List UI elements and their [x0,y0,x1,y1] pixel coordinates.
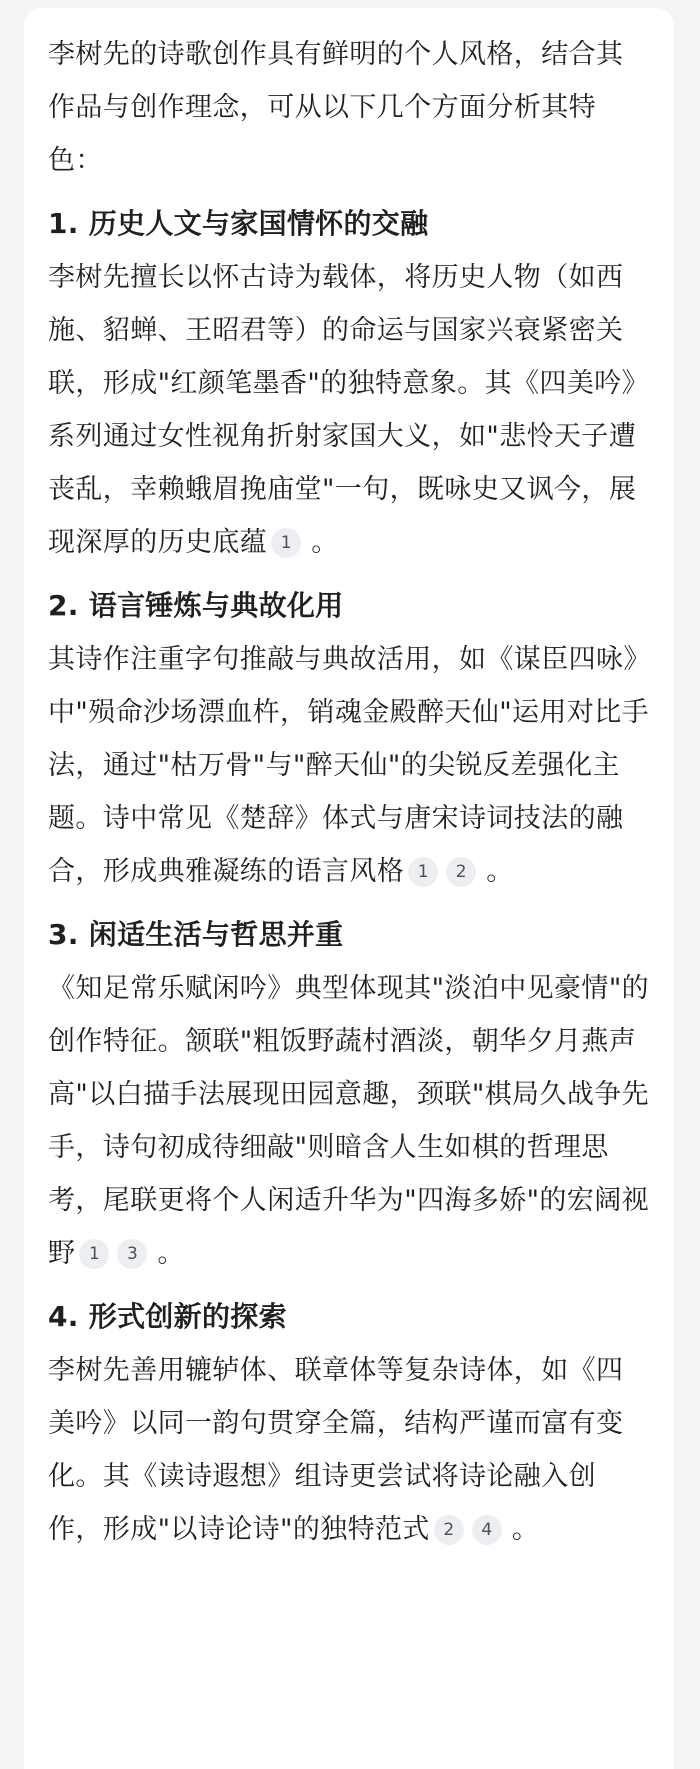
section-body [48,962,650,1280]
intro-paragraph: 李树先的诗歌创作具有鲜明的个人风格，结合其作品与创作理念，可从以下几个方面分析其特色： [48,39,624,176]
citation-badge[interactable]: 1 [79,1239,109,1269]
citation-badge[interactable]: 2 [434,1515,464,1545]
section-text: 其诗作注重字句推敲与典故活用，如《谋臣四咏》中"殒命沙场漂血杵，销魂金殿醉天仙"运用对比手法，通过"枯万骨"与"醉天仙"的尖锐反差强化主题。诗中常见《楚辞》体式与唐宋诗词技法的融合，形成典雅凝练的语言风格 [48,644,650,887]
section-body [48,1344,650,1556]
section-3 [48,908,650,1280]
section-text: 李树先善用辘轳体、联章体等复杂诗体，如《四美吟》以同一韵句贯穿全篇，结构严谨而富有变化。其《读诗遐想》组诗更尝试将诗论融入创作，形成"以诗论诗"的独特范式 [48,1355,624,1545]
citation-badge[interactable]: 3 [117,1239,147,1269]
section-body [48,251,650,569]
section-heading: 1. 历史人文与家国情怀的交融 [48,207,429,240]
end-punctuation: 。 [157,1238,185,1269]
section-heading: 2. 语言锤炼与典故化用 [48,589,344,622]
chat-response-card [24,8,674,1769]
section-heading: 4. 形式创新的探索 [48,1300,287,1333]
section-4 [48,1290,650,1556]
section-text: 《知足常乐赋闲吟》典型体现其"淡泊中见豪情"的创作特征。颔联"粗饭野蔬村酒淡，朝华夕月燕声高"以白描手法展现田园意趣，颈联"棋局久战争先手，诗句初成待细敲"则暗含人生如棋的哲理思考，尾联更将个人闲适升华为"四海多娇"的宏阔视野 [48,973,650,1269]
end-punctuation: 。 [511,1514,540,1545]
section-2 [48,579,650,898]
section-text: 李树先擅长以怀古诗为载体，将历史人物（如西施、貂蝉、王昭君等）的命运与国家兴衰紧密关联，形成"红颜笔墨香"的独特意象。其《四美吟》系列通过女性视角折射家国大义，如"悲怜天子遭丧乱，幸赖蛾眉挽庙堂"一句，既咏史又讽今，展现深厚的历史底蕴 [48,262,650,558]
citation-badge[interactable]: 1 [271,528,301,558]
section-heading: 3. 闲适生活与哲思并重 [48,918,344,951]
end-punctuation: 。 [311,527,339,558]
citation-badge[interactable]: 4 [472,1515,502,1545]
section-1 [48,197,650,569]
end-punctuation: 。 [486,856,514,887]
citation-badge[interactable]: 1 [408,857,438,887]
section-body [48,633,650,898]
citation-badge[interactable]: 2 [446,857,476,887]
